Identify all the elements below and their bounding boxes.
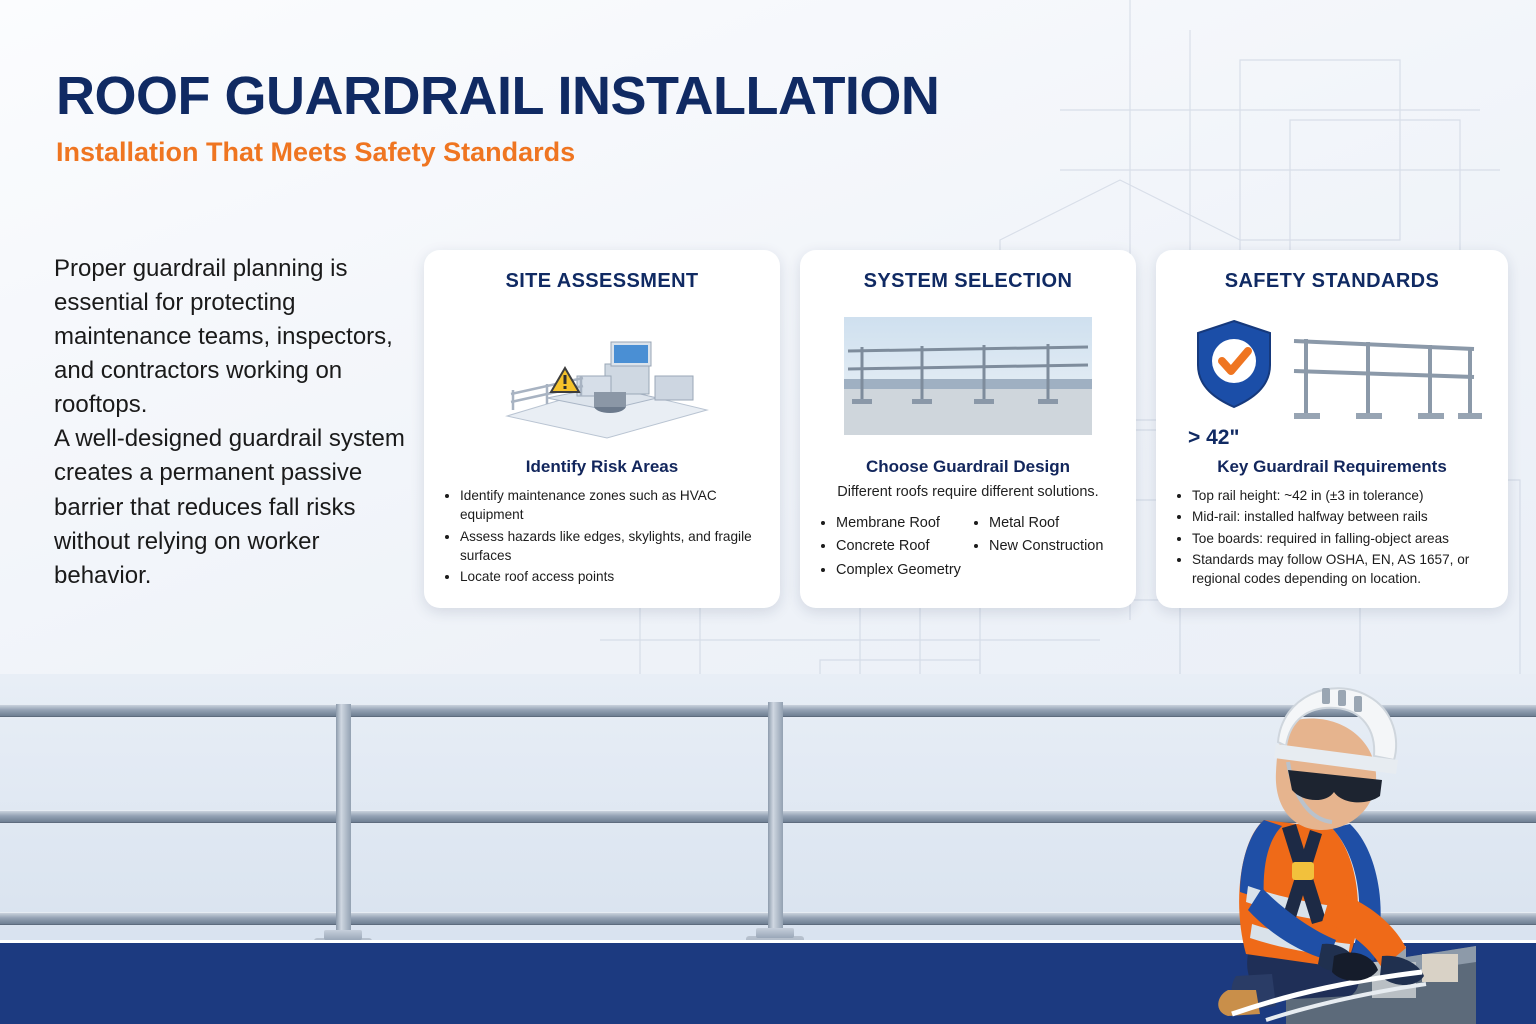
intro-paragraph-2: A well-designed guardrail system creates a permanent passive barrier that reduces fall risks without relying on worker behavior.	[54, 425, 405, 589]
intro-text	[54, 252, 420, 593]
roof-type-options	[818, 512, 1118, 582]
rooftop-guardrail-photo	[818, 301, 1118, 451]
list-item: • Concrete Roof	[836, 535, 965, 558]
card-subtitle: Key Guardrail Requirements	[1217, 457, 1447, 476]
guardrail-post	[768, 702, 783, 940]
card-site-assessment[interactable]	[424, 250, 780, 608]
roof-options-left	[818, 512, 965, 582]
card-title: SITE ASSESSMENT	[505, 270, 699, 292]
list-item: • Standards may follow OSHA, EN, AS 1657, or regional codes depending on location.	[1192, 550, 1490, 589]
risk-area-list	[442, 486, 762, 586]
list-item: • Assess hazards like edges, skylights, and fragile surfaces	[460, 527, 762, 566]
card-note: Different roofs require different solutions.	[837, 484, 1099, 500]
list-item: • Toe boards: required in falling-object areas	[1192, 529, 1490, 548]
card-title: SAFETY STANDARDS	[1224, 270, 1440, 292]
roof-options-right	[971, 512, 1118, 582]
list-item: • New Construction	[989, 535, 1118, 558]
list-item: • Top rail height: ~42 in (±3 in tolerance)	[1192, 486, 1490, 505]
card-subtitle: Choose Guardrail Design	[865, 457, 1071, 476]
page-subtitle: Installation That Meets Safety Standards	[56, 136, 576, 167]
intro-paragraph-1: Proper guardrail planning is essential for protecting maintenance teams, inspectors, and contractors working on rooftops.	[54, 255, 393, 419]
list-item: • Locate roof access points	[460, 567, 762, 586]
worker-illustration	[1136, 674, 1476, 1024]
header	[56, 68, 939, 168]
card-subtitle: Identify Risk Areas	[525, 457, 679, 476]
height-badge: > 42"	[1188, 426, 1240, 449]
bottom-photo-band	[0, 674, 1536, 1024]
list-item: • Complex Geometry	[836, 559, 965, 582]
requirements-list	[1174, 486, 1490, 588]
list-item: • Metal Roof	[989, 512, 1118, 535]
page-title: ROOF GUARDRAIL INSTALLATION	[56, 66, 940, 126]
cards-row	[424, 250, 1508, 608]
list-item: • Mid-rail: installed halfway between rails	[1192, 507, 1490, 526]
list-item: • Identify maintenance zones such as HVAC equipment	[460, 486, 762, 525]
card-safety-standards[interactable]	[1156, 250, 1508, 608]
card-system-selection[interactable]	[800, 250, 1136, 608]
rooftop-equipment-illustration	[442, 301, 762, 451]
guardrail-post	[336, 704, 351, 940]
card-title: SYSTEM SELECTION	[863, 270, 1073, 292]
list-item: • Membrane Roof	[836, 512, 965, 535]
